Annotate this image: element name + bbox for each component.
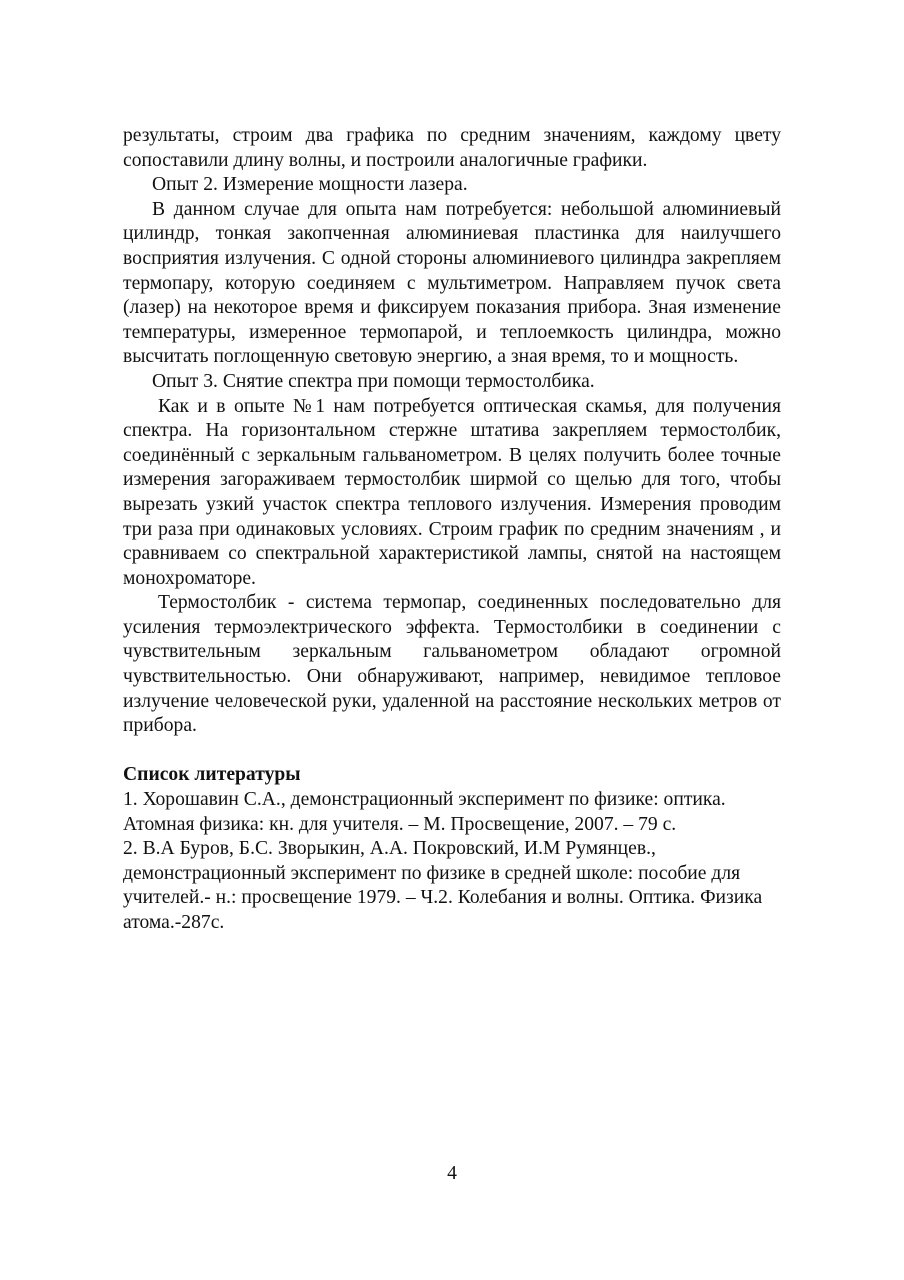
heading-experiment-2: Опыт 2. Измерение мощности лазера. — [152, 174, 468, 196]
page-content — [123, 124, 781, 936]
paragraph-experiment-2: В данном случае для опыта нам потребуется: небольшой алюминиевый цилиндр, тонкая закопченная алюминиевая пластинка для наилучшего восприятия излучения. С одной стороны алюминиевого цилиндра закрепляем термопару, которую соединяем с мультиметром. Направляем пучок света (лазер) на некоторое время и фиксируем показания прибора. Зная изменение температуры, измеренное термопарой, и теплоемкость цилиндра, можно высчитать поглощенную световую энергию, а зная время, то и мощность. — [123, 198, 781, 368]
heading-experiment-3: Опыт 3. Снятие спектра при помощи термостолбика. — [152, 370, 595, 392]
reference-item: 1. Хорошавин С.А., демонстрационный эксперимент по физике: оптика. Атомная физика: кн. для учителя. – М. Просвещение, 2007. – 79 с. — [123, 789, 726, 835]
paragraph-results: результаты, строим два графика по средним значениям, каждому цвету сопоставили длину волны, и построили аналогичные графики. — [123, 125, 781, 171]
spacer — [123, 739, 781, 764]
page-number: 4 — [447, 1163, 457, 1184]
paragraph-experiment-3: Как и в опыте №1 нам потребуется оптическая скамья, для получения спектра. На горизонтальном стержне штатива закрепляем термостолбик, соединённый с зеркальным гальванометром. В целях получить более точные измерения загораживаем термостолбик ширмой со щелью для того, чтобы вырезать узкий участок спектра теплового излучения. Измерения проводим три раза при одинаковых условиях. Строим график по средним значениям , и сравниваем со спектральной характеристикой лампы, снятой на настоящем монохроматоре. — [123, 395, 781, 589]
references-title: Список литературы — [123, 764, 301, 786]
reference-item: 2. В.А Буров, Б.С. Зворыкин, А.А. Покровский, И.М Румянцев., демонстрационный эксперимент по физике в средней школе: пособие для учителей.- н.: просвещение 1979. – Ч.2. Колебания и волны. Оптика. Физика атома.-287с. — [123, 838, 763, 933]
paragraph-thermopile: Термостолбик - система термопар, соединенных последовательно для усиления термоэлектрического эффекта. Термостолбики в соединении с чувствительным зеркальным гальванометром обладают огромной чувствительностью. Они обнаруживают, например, невидимое тепловое излучение человеческой руки, удаленной на расстояние нескольких метров от прибора. — [123, 592, 781, 737]
